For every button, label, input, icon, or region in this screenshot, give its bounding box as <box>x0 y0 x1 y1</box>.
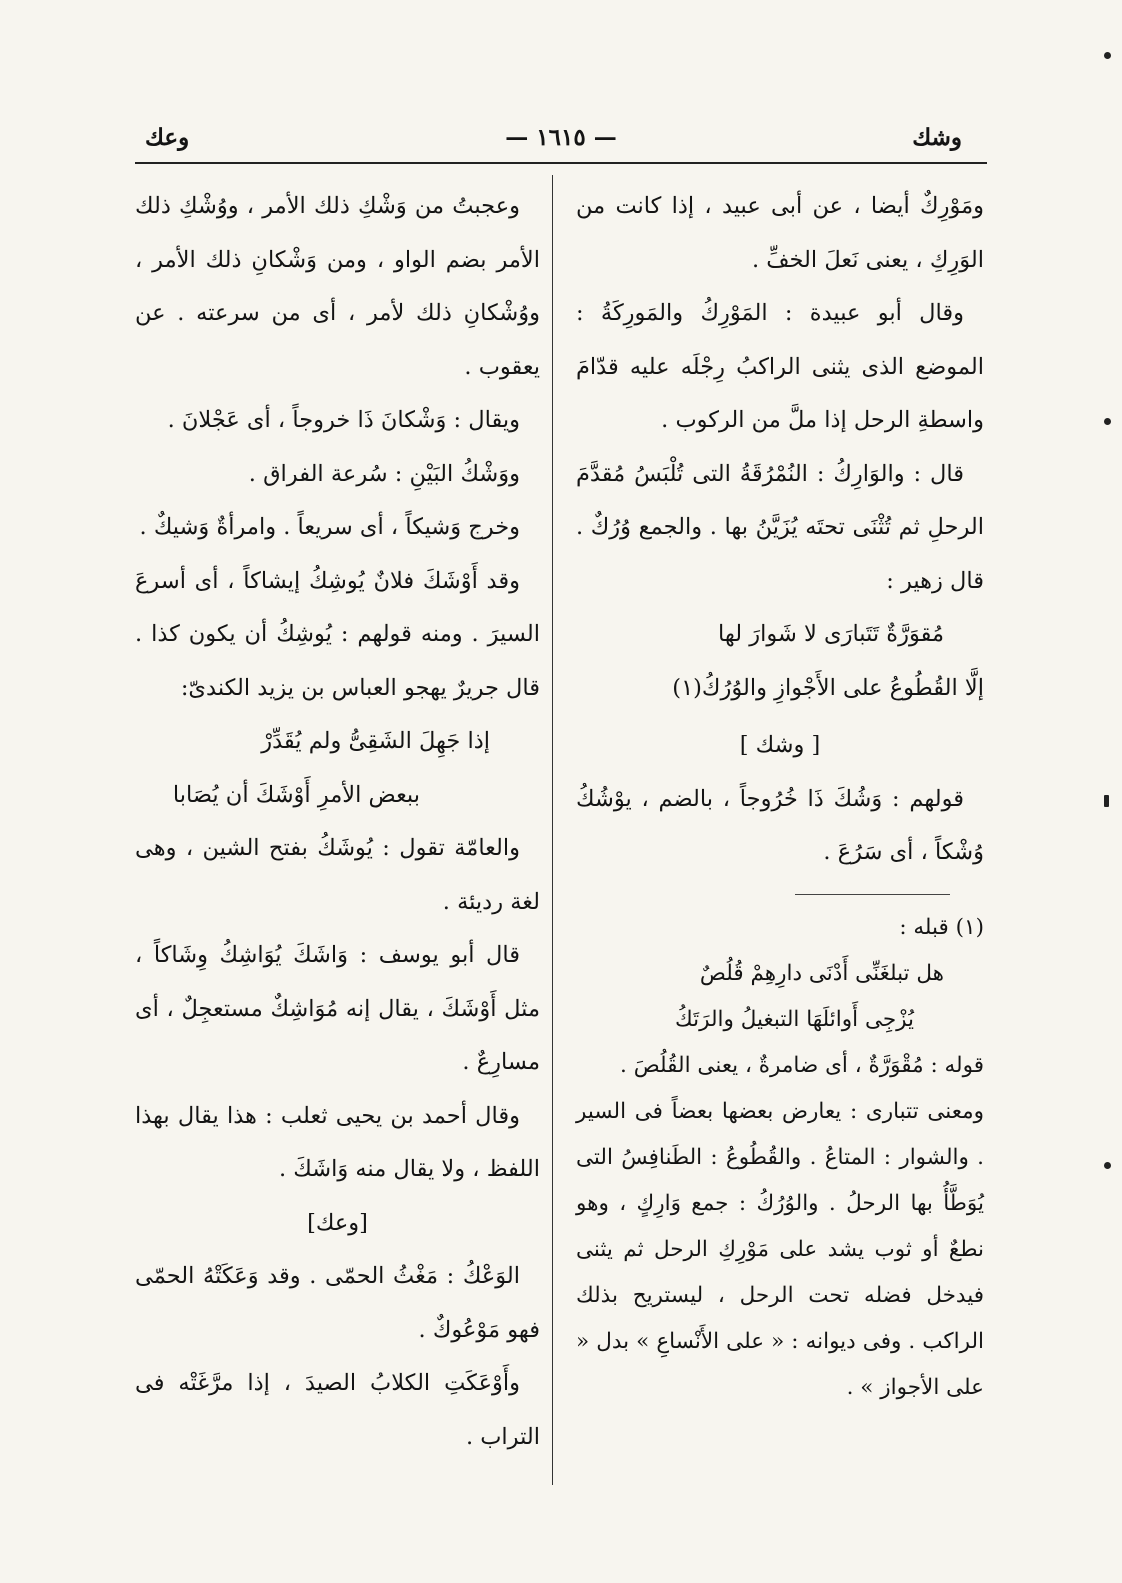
section-heading: [وعك] <box>307 1209 368 1236</box>
margin-dot <box>1104 418 1111 425</box>
page-number: — ١٦١٥ — <box>505 124 617 151</box>
verse-line: إلَّا القُطُوعُ على الأَجْوازِ والوُرُكُ(١) <box>672 674 984 701</box>
footnote-text: قوله : مُقْوَرَّةٌ ، أى ضامرةٌ ، يعنى القُلُصَ . <box>620 1053 984 1078</box>
running-head-right: وشك <box>912 124 962 151</box>
paragraph: ومَوْرِكٌ أيضا ، عن أبى عبيد ، إذا كانت من الوَرِكِ ، يعنى نَعلَ الخفِّ . <box>576 193 984 273</box>
section-heading: [ وشك ] <box>739 732 821 758</box>
paragraph: وعجبتُ من وَشْكِ ذلك الأمر ، ووُشْكِ ذلك الأمر بضم الواو ، ومن وَشْكانِ ذلك الأمر ، ووُشْكانِ ذلك لأمر ، أى من سرعته . عن يعقوب . <box>135 193 540 380</box>
header-rule <box>135 162 987 164</box>
running-head-left: وعك <box>145 124 190 151</box>
footnote-verse: هل تبلغَنِّى أَدْنَى دارِهِمْ قُلُصٌ <box>699 961 944 986</box>
left-column <box>135 180 540 1464</box>
verse-line: إذا جَهِلَ الشَقِىُّ ولم يُقَدِّرْ <box>261 728 490 754</box>
verse-line: ببعض الأمرِ أَوْشَكَ أن يُصَابا <box>172 781 420 808</box>
paragraph: قولهم : وَشُكَ ذَا خُرُوجاً ، بالضم ، يوْشُكُ وُشْكاً ، أى سَرُعَ . <box>576 785 984 865</box>
right-column <box>576 180 984 880</box>
paragraph: وقال أبو عبيدة : المَوْرِكُ والمَورِكَةُ : الموضع الذى يثنى الراكبُ رِجْلَه عليه قدّامَ واسطةِ الرحل إذا ملَّ من الركوب . <box>576 300 984 433</box>
paragraph: والعامّة تقول : يُوشَكُ بفتح الشين ، وهى لغة رديئة . <box>135 835 540 915</box>
paragraph: وأَوْعَكَتِ الكلابُ الصيدَ ، إذا مرَّغَتْه فى التراب . <box>135 1370 540 1450</box>
footnote-text: ومعنى تتبارى : يعارض بعضها بعضاً فى السير . والشوار : المتاعُ . والقُطُوعُ : الطَنافِسُ التى يُوَطَّأُ بها الرحلُ . والوُرُكُ : جمع وَارِكٍ ، وهو نطعٌ أو ثوب يشد على مَوْرِكِ الرحل ثم يثنى فيدخل فضله تحت الرحل ، ليستريح بذلك الراكب . وفى ديوانه : « على الأَنْساعِ » بدل « على الأجواز » . <box>576 1099 984 1400</box>
paragraph: الوَعْكُ : مَغْثُ الحمّى . وقد وَعَكَتْهُ الحمّى فهو مَوْعُوكٌ . <box>135 1263 540 1343</box>
footnote-rule <box>795 894 950 895</box>
margin-dot <box>1104 52 1111 59</box>
footnote-verse: يُزْجِى أَوائلَهَا التبغيلُ والرَتَكُ <box>675 1007 914 1032</box>
margin-dot <box>1104 795 1109 807</box>
paragraph: وقد أَوْشَكَ فلانٌ يُوشِكُ إيشاكاً ، أى أسرعَ السيرَ . ومنه قولهم : يُوشِكُ أن يكون كذا . قال جريرٌ يهجو العباس بن يزيد الكندىّ: <box>135 567 540 701</box>
paragraph: ويقال : وَشْكانَ ذَا خروجاً ، أى عَجْلانَ . <box>167 407 520 433</box>
verse-line: مُقوَرَّةٌ تَتَبارَى لا شَوارَ لها <box>718 621 944 647</box>
paragraph: قال أبو يوسف : وَاشَكَ يُوَاشِكُ وِشَاكاً ، مثل أَوْشَكَ ، يقال إنه مُوَاشِكٌ مستعجِلٌ ، أى مسارِعٌ . <box>135 942 540 1075</box>
column-divider <box>552 175 553 1485</box>
paragraph: وقال أحمد بن يحيى ثعلب : هذا يقال بهذا اللفظ ، ولا يقال منه وَاشَكَ . <box>135 1102 540 1182</box>
paragraph: قال : والوَارِكُ : النُمْرُقَةُ التى تُلْبَسُ مُقدَّمَ الرحلِ ثم تُثْنَى تحتَه يُزَيَّنُ بها . والجمع وُرُكٌ . قال زهير : <box>576 460 984 594</box>
footnote <box>576 905 984 1411</box>
footnote-marker-line: (١) قبله : <box>899 915 984 940</box>
paragraph: ووَشْكُ البَيْنِ : سُرعة الفراق . <box>248 460 520 487</box>
margin-dot <box>1104 1162 1111 1169</box>
paragraph: وخرج وَشيكاً ، أى سريعاً . وامرأةٌ وَشيكٌ . <box>139 514 520 540</box>
